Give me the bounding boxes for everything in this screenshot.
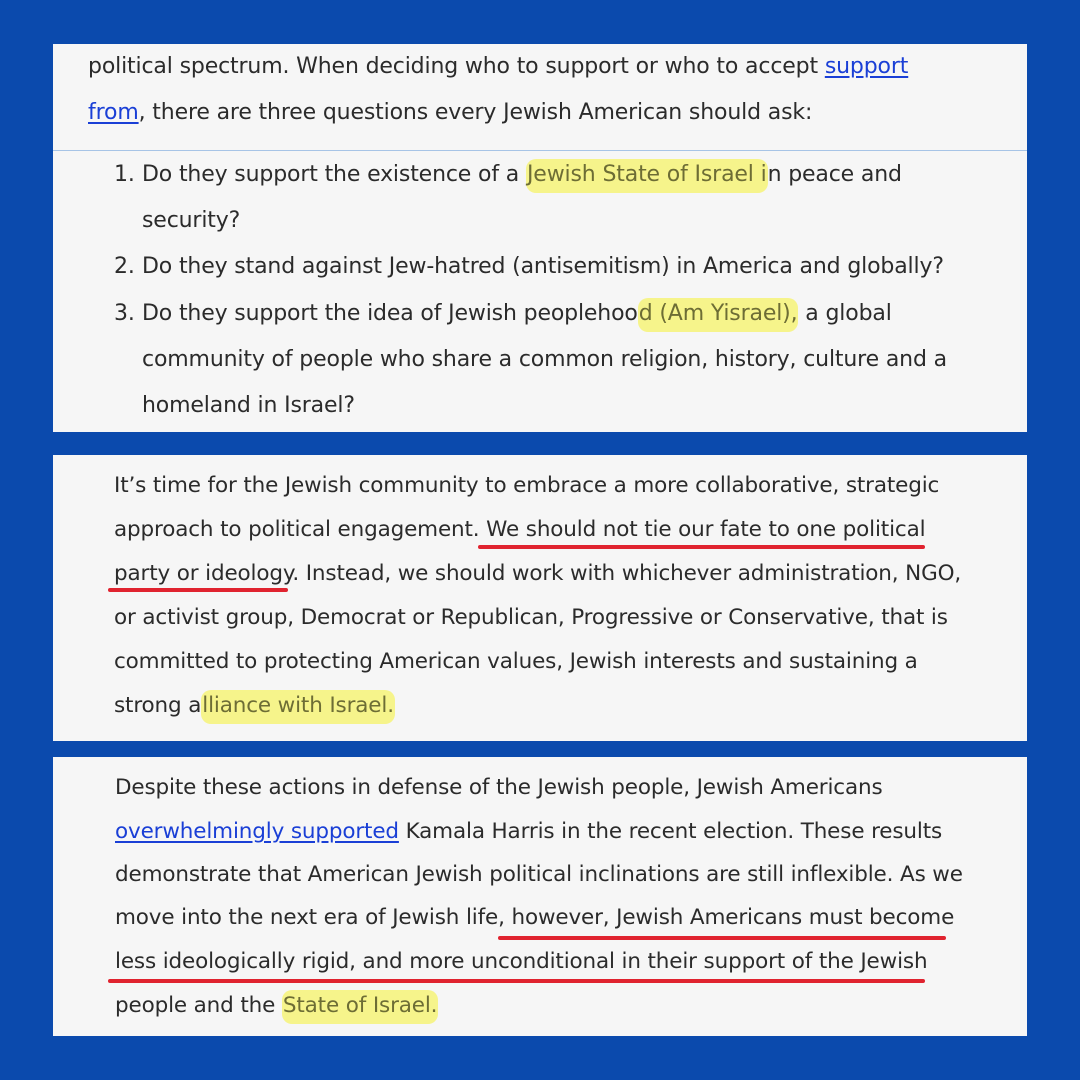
list-item-continued: community of people who share a common religion, history, culture and a	[142, 347, 947, 372]
text: a global	[798, 301, 892, 326]
highlight: d (Am Yisrael),	[638, 298, 799, 332]
red-underline	[108, 979, 925, 983]
excerpt-panel-engagement	[53, 455, 1027, 741]
list-item	[114, 252, 944, 282]
paragraph-line: approach to political engagement. We should not tie our fate to one political	[114, 517, 926, 542]
divider	[53, 150, 1027, 151]
support-from-link-continued[interactable]: from	[88, 100, 139, 125]
paragraph-line	[88, 98, 812, 128]
paragraph-line: move into the next era of Jewish life, however, Jewish Americans must become	[115, 905, 955, 930]
text: n peace and	[767, 162, 902, 187]
text: strong a	[114, 693, 202, 718]
text: Do they support the existence of a	[142, 162, 526, 187]
text: Do they support the idea of Jewish peoplehoo	[142, 301, 638, 326]
paragraph-line: or activist group, Democrat or Republican, Progressive or Conservative, that is	[114, 605, 948, 630]
paragraph-line: It’s time for the Jewish community to embrace a more collaborative, strategic	[114, 473, 940, 498]
list-item	[114, 299, 892, 329]
list-item	[114, 160, 902, 190]
paragraph-line	[88, 52, 908, 82]
paragraph-line: demonstrate that American Jewish political inclinations are still inflexible. As we	[115, 862, 963, 887]
paragraph-line	[115, 817, 942, 847]
list-item-continued: security?	[142, 208, 241, 233]
paragraph-line: Despite these actions in defense of the Jewish people, Jewish Americans	[115, 775, 883, 800]
paragraph-line: committed to protecting American values, Jewish interests and sustaining a	[114, 649, 918, 674]
list-number: 1.	[114, 162, 135, 187]
paragraph-line	[115, 991, 438, 1021]
text: , there are three questions every Jewish American should ask:	[138, 100, 813, 125]
overwhelmingly-supported-link[interactable]: overwhelmingly supported	[115, 819, 399, 844]
paragraph-line	[114, 691, 395, 721]
paragraph-line: party or ideology. Instead, we should work with whichever administration, NGO,	[114, 561, 962, 586]
red-underline	[478, 545, 925, 549]
paragraph-line: less ideologically rigid, and more unconditional in their support of the Jewish	[115, 949, 928, 974]
list-number: 2.	[114, 254, 135, 279]
highlight: lliance with Israel.	[201, 690, 395, 724]
text: political spectrum. When deciding who to support or who to accept	[88, 54, 825, 79]
excerpt-panel-election	[53, 757, 1027, 1036]
text: Do they stand against Jew-hatred (antisemitism) in America and globally?	[142, 254, 944, 279]
highlight: State of Israel.	[282, 990, 439, 1024]
text: people and the	[115, 993, 282, 1018]
list-item-continued: homeland in Israel?	[142, 393, 355, 418]
highlight: Jewish State of Israel i	[526, 159, 768, 193]
list-number: 3.	[114, 301, 135, 326]
text: Kamala Harris in the recent election. These results	[398, 819, 943, 844]
red-underline	[108, 588, 288, 592]
excerpt-panel-questions	[53, 44, 1027, 432]
support-from-link[interactable]: support	[824, 54, 909, 79]
red-underline	[498, 936, 946, 940]
